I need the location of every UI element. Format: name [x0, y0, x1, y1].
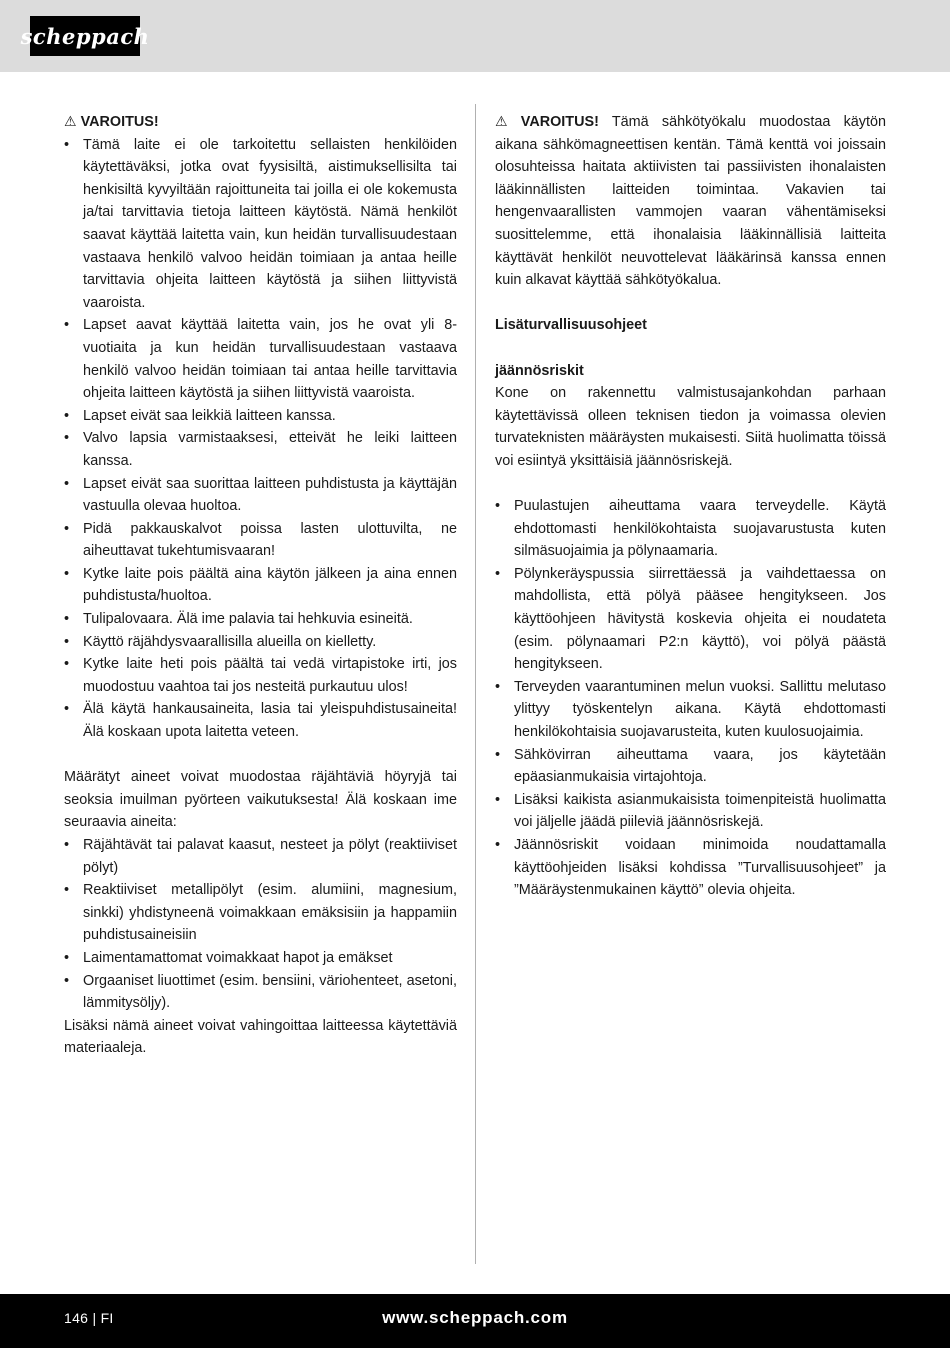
right-warning-label: VAROITUS!: [520, 114, 599, 130]
substances-bullet-list: [64, 834, 457, 1015]
list-item: • Lapset eivät saa suorittaa laitteen puhdistusta ja käyttäjän vastuulla olevaa huoltoa.: [64, 473, 457, 518]
footer-bar: [0, 1294, 950, 1348]
list-item: • Puulastujen aiheuttama vaara terveydelle. Käytä ehdottomasti henkilökohtaista suojavarustusta kuten silmäsuojaimia ja pölynaamaria.: [495, 495, 886, 563]
header-band: [0, 0, 950, 72]
right-column: [495, 110, 886, 902]
section-heading-residual-risks: jäännösriskit: [495, 362, 584, 379]
list-item: • Sähkövirran aiheuttama vaara, jos käytetään epäasianmukaisia virtajohtoja.: [495, 744, 886, 789]
list-item: • Terveyden vaarantuminen melun vuoksi. Sallittu melutaso ylittyy työskentelyn aikana. Käytä ehdottomasti henkilökohtaisia suojavarusteita, kuten kuulosuojaimia.: [495, 676, 886, 744]
list-item: • Pölynkeräyspussia siirrettäessä ja vaihdettaessa on mahdollista, että pölyä pääsee hengitykseen. Jos käyttöohjeen hävitystä koskevia ohjeita ei noudateta (esim. pölynaamari P2:n käyttö), voi pölyä päästä hengitykseen.: [495, 563, 886, 676]
residual-risks-paragraph: Kone on rakennettu valmistusajankohdan parhaan käytettävissä olleen teknisen tiedon ja voimassa olevien turvateknisten määräysten mukaisesti. Siitä huolimatta töissä voi esiintyä yksittäisiä jäännösriskejä.: [495, 385, 886, 469]
list-item: • Tulipalovaara. Älä ime palavia tai hehkuvia esineitä.: [64, 608, 457, 631]
left-warning-label: VAROITUS!: [80, 114, 159, 130]
list-item: • Tämä laite ei ole tarkoitettu sellaisten henkilöiden käytettäväksi, jotka ovat fyysisiltä, aistimuksellisilta tai henkisiltä kyvyiltään rajoittuneita tai joilla ei ole kokemusta ja/tai tarvittavia tietoja laitteen käytöstä. Nämä henkilöt saavat käyttää laitetta vain, kun heidän turvallisuudestaan vastaava henkilö valvoo heidän toimiaan ja antaa heille tarvittavia ohjeita laitteen käytöstä ja siihen liittyvistä vaaroista.: [64, 134, 457, 315]
residual-risks-bullet-list: [495, 495, 886, 902]
list-item: • Orgaaniset liuottimet (esim. bensiini, väriohenteet, asetoni, lämmitysöljy).: [64, 970, 457, 1015]
right-warning-paragraph: [495, 110, 886, 292]
page-number: 146 | FI: [64, 1310, 114, 1326]
left-column: [64, 110, 457, 1060]
website-link[interactable]: www.scheppach.com: [382, 1308, 568, 1327]
list-item: • Räjähtävät tai palavat kaasut, nesteet ja pölyt (reaktiiviset pölyt): [64, 834, 457, 879]
list-item: • Jäännösriskit voidaan minimoida noudattamalla käyttöohjeiden lisäksi kohdissa ”Turvallisuusohjeet” ja ”Määräystenmukainen käyttö” olevia ohjeita.: [495, 834, 886, 902]
list-item: • Lisäksi kaikista asianmukaisista toimenpiteistä huolimatta voi jäljelle jäädä piileviä jäännösriskejä.: [495, 789, 886, 834]
list-item: • Lapset eivät saa leikkiä laitteen kanssa.: [64, 405, 457, 428]
left-warning-title: [64, 110, 457, 134]
list-item: • Kytke laite pois päältä aina käytön jälkeen ja aina ennen puhdistusta/huoltoa.: [64, 563, 457, 608]
list-item: • Käyttö räjähdysvaarallisilla alueilla on kielletty.: [64, 631, 457, 654]
substances-intro-paragraph: Määrätyt aineet voivat muodostaa räjähtäviä höyryjä tai seoksia imuilman pyörteen vaikutuksesta! Älä koskaan ime seuraavia aineita:: [64, 769, 457, 831]
list-item: • Kytke laite heti pois päältä tai vedä virtapistoke irti, jos muodostuu vaahtoa tai jos nesteitä purkautuu ulos!: [64, 653, 457, 698]
list-item: • Laimentamattomat voimakkaat hapot ja emäkset: [64, 947, 457, 970]
right-warning-text: Tämä sähkötyökalu muodostaa käytön aikana sähkömagneettisen kentän. Tämä kenttä voi joissain olosuhteissa haitata aktiivisten tai passiivisten ihonalaisten lääkinnällisten laitteiden toimintaa. Vakavien tai hengenvaarallisten vammojen vaaran vähentämiseksi suosittelemme, että ihonalaisia lääkinnällisiä laitteita käyttävät henkilöt neuvottelevat lääkärinsä kanssa ennen kuin alkavat käyttää sähkötyökalua.: [495, 114, 886, 289]
safety-bullet-list: [64, 134, 457, 744]
column-divider: [475, 104, 476, 1264]
list-item: • Pidä pakkauskalvot poissa lasten ulottuvilta, ne aiheuttavat tukehtumisvaaran!: [64, 518, 457, 563]
list-item: • Lapset aavat käyttää laitetta vain, jos he ovat yli 8-vuotiaita ja kun heidän turvallisuudestaan vastaava henkilö valvoo heidän toimiaan tai antaa heille tarvittavia ohjeita laitteen käytöstä ja siihen liittyvistä vaaroista.: [64, 314, 457, 404]
materials-paragraph: Lisäksi nämä aineet voivat vahingoittaa laitteessa käytettäviä materiaaleja.: [64, 1017, 457, 1057]
list-item: • Älä käytä hankausaineita, lasia tai yleispuhdistusaineita! Älä koskaan upota laitetta veteen.: [64, 698, 457, 743]
section-heading-additional-safety: Lisäturvallisuusohjeet: [495, 317, 647, 334]
scheppach-logo: scheppach: [30, 16, 140, 56]
warning-triangle-icon: ⚠: [495, 113, 517, 129]
list-item: • Valvo lapsia varmistaaksesi, etteivät he leiki laitteen kanssa.: [64, 427, 457, 472]
warning-triangle-icon: ⚠: [64, 113, 77, 129]
list-item: • Reaktiiviset metallipölyt (esim. alumiini, magnesium, sinkki) yhdistyneenä voimakkaan emäksisiin ja happamiin puhdistusaineisiin: [64, 879, 457, 947]
